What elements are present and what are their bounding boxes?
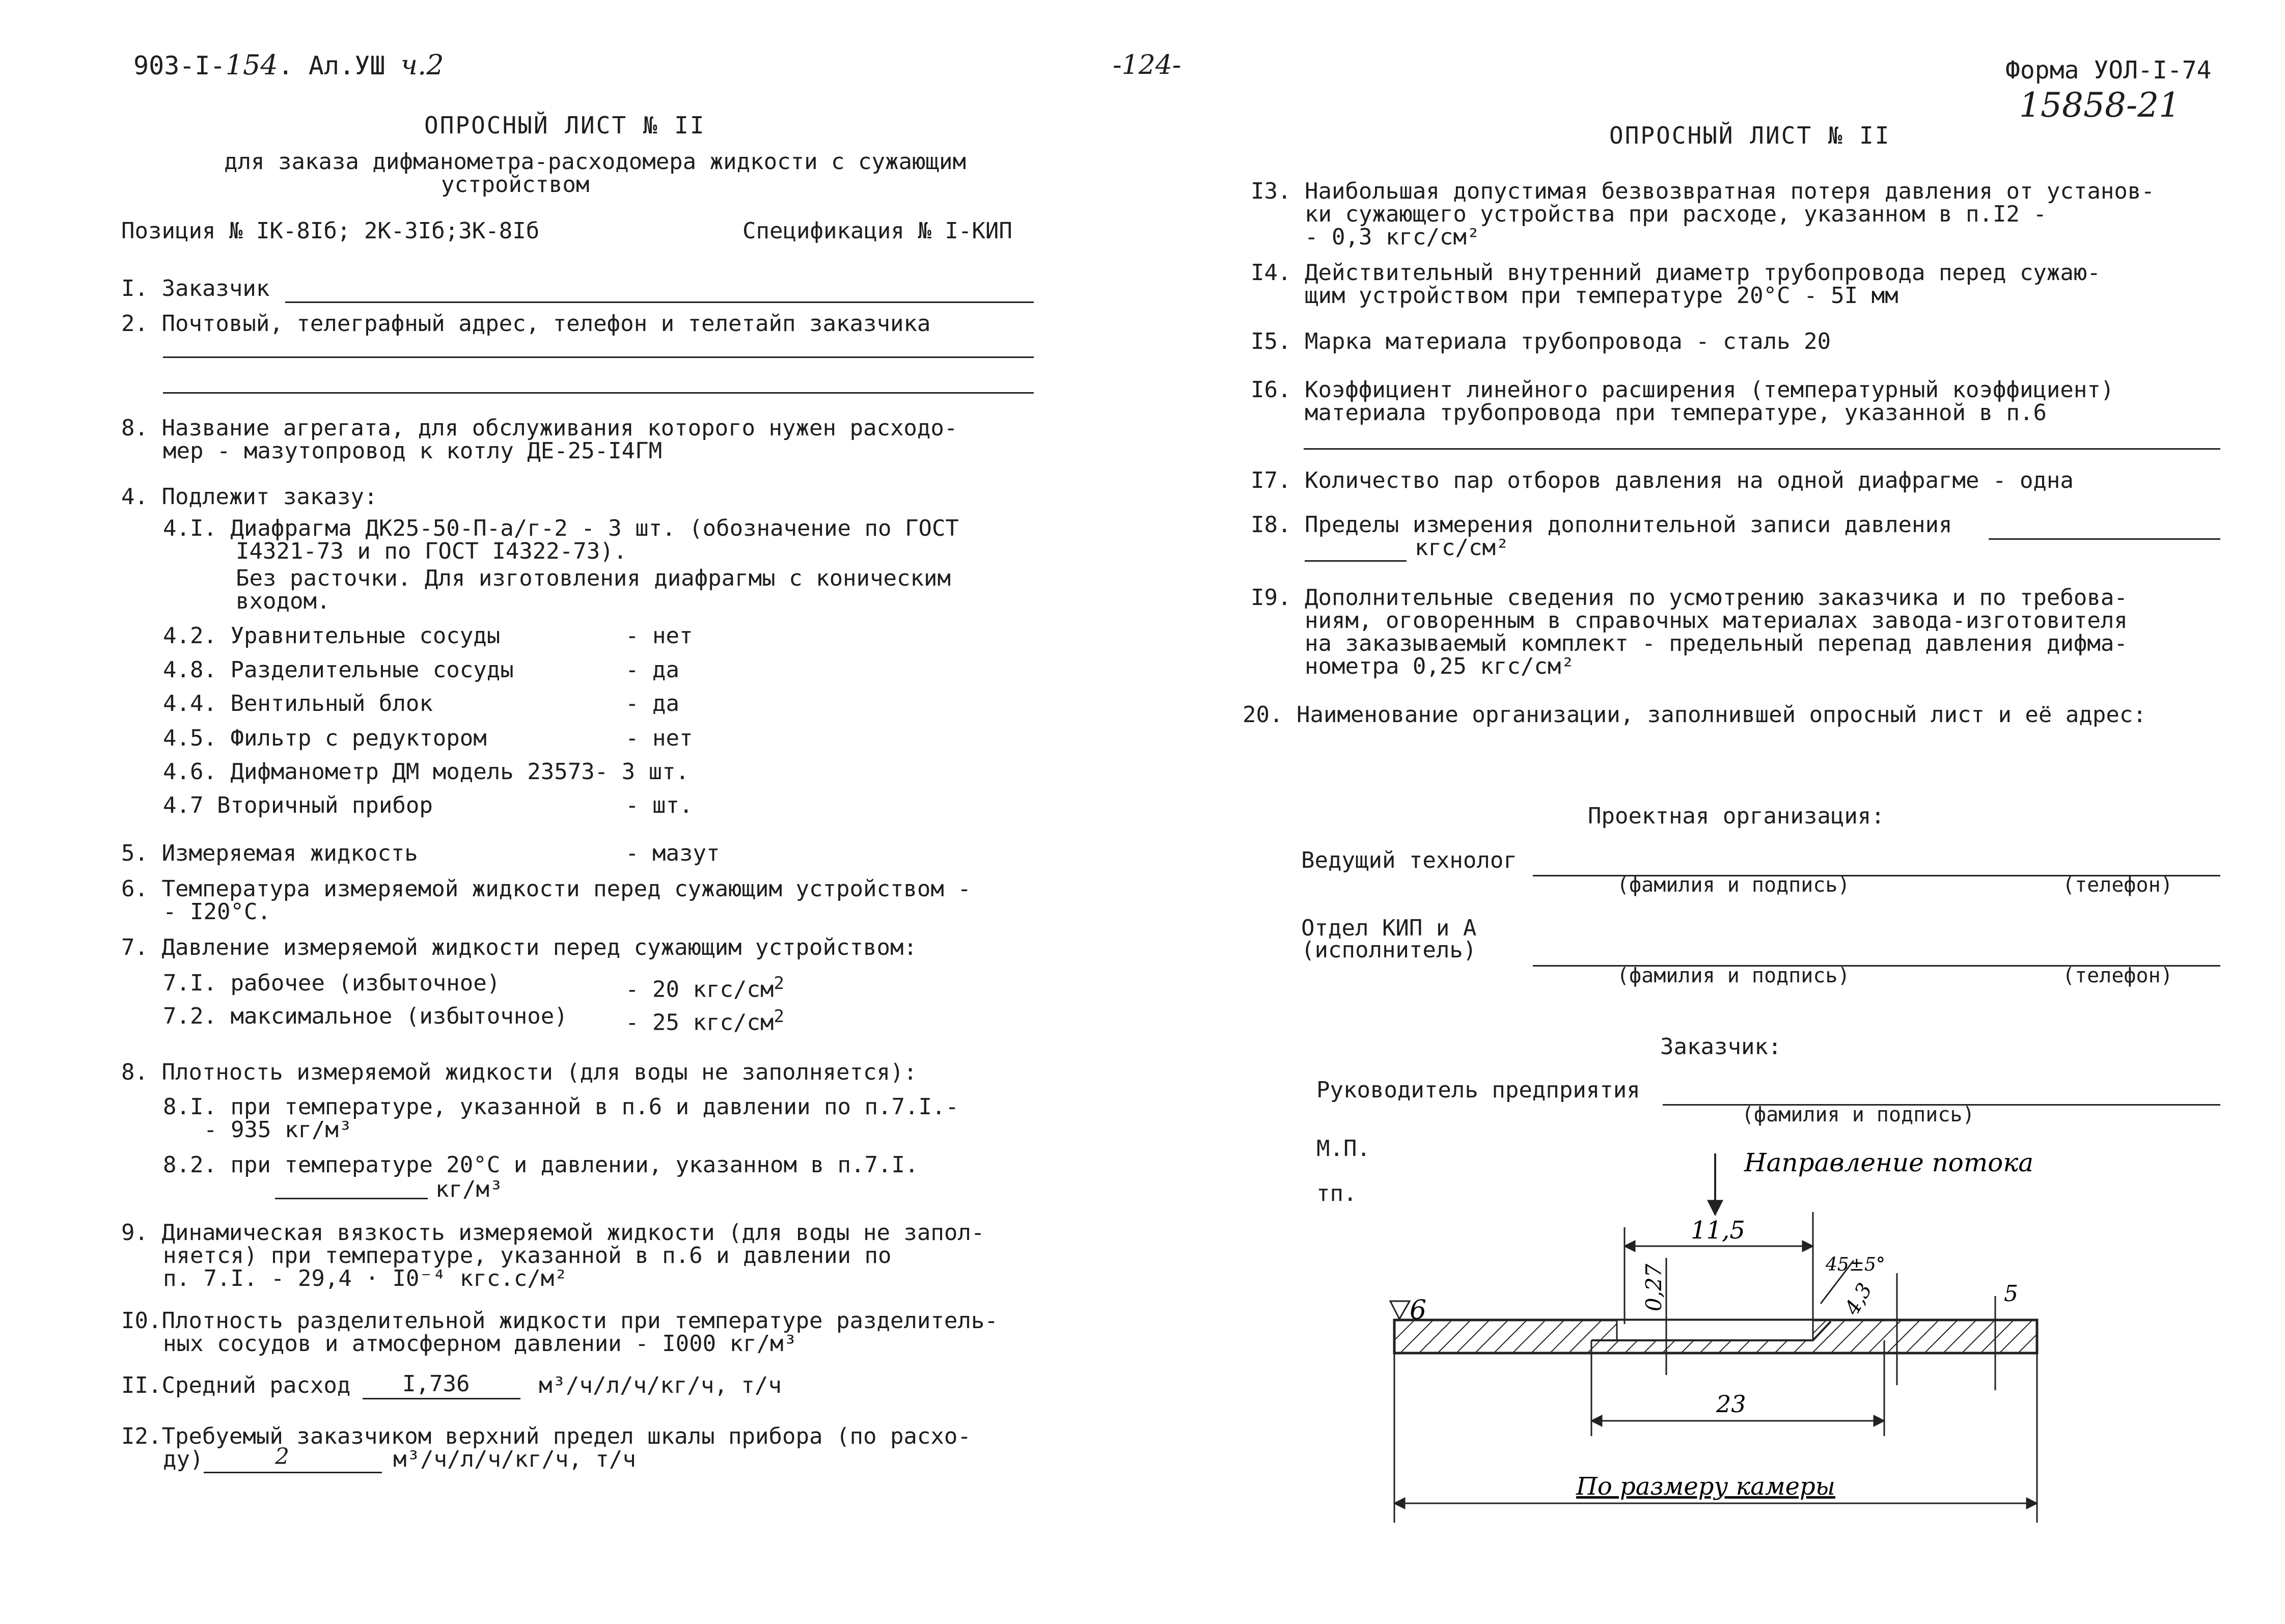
item-4-4-label: 4.4. Вентильный блок <box>163 691 433 717</box>
item-12-units: м³/ч/л/ч/кг/ч, т/ч <box>393 1446 636 1472</box>
item-7-1-label: 7.I. рабочее (избыточное) <box>163 970 501 996</box>
item-12-line2-label: ду) <box>163 1446 204 1472</box>
item-2-address: 2. Почтовый, телеграфный адрес, телефон и телетайп заказчика <box>121 311 931 337</box>
item-14-line2: щим устройством при температуре 20°С - 5I мм <box>1305 283 1898 309</box>
item-4-2-label: 4.2. Уравнительные сосуды <box>163 623 501 649</box>
customer-heading: Заказчик: <box>1660 1034 1782 1060</box>
enterprise-head-label: Руководитель предприятия <box>1316 1077 1640 1103</box>
item-4-5-label: 4.5. Фильтр с редуктором <box>163 725 487 751</box>
stamp-place-label: М.П. <box>1316 1136 1370 1162</box>
item-8-2-line2: кг/м³ <box>435 1176 503 1202</box>
item-20: 20. Наименование организации, заполнившей опросный лист и её адрес: <box>1243 702 2146 728</box>
item-1-customer: I. Заказчик <box>121 276 270 301</box>
item-4-1-line4: входом. <box>236 588 331 614</box>
item-7-2-value-text: - 25 кгс/см <box>625 1009 774 1036</box>
dimension-23-label: 23 <box>1716 1390 1746 1418</box>
item-11-value: I,736 <box>402 1371 470 1397</box>
item-7-2-label: 7.2. максимальное (избыточное) <box>163 1003 568 1029</box>
item-16-line1: I6. Коэффициент линейного расширения (температурный коэффициент) <box>1251 377 2114 403</box>
lead-technologist-label: Ведущий технолог <box>1301 847 1517 873</box>
item-4-6-label: 4.6. Дифманометр ДМ модель 23573- 3 шт. <box>163 759 690 785</box>
item-4-1-line1: 4.I. Диафрагма ДК25-50-П-а/г-2 - 3 шт. (обозначение по ГОСТ <box>163 515 959 541</box>
item-4-7-value: - шт. <box>625 792 693 818</box>
roughness-value: 6 <box>1410 1295 1427 1326</box>
orifice-opening <box>1617 1320 1813 1340</box>
design-organization-heading: Проектная организация: <box>1588 803 1885 829</box>
item-8-1-line2: - 935 кг/м³ <box>204 1117 352 1143</box>
item-14-line1: I4. Действительный внутренний диаметр трубопровода перед сужаю- <box>1251 260 2101 286</box>
item-4-3-label: 4.8. Разделительные сосуды <box>163 657 514 683</box>
item-4-3-value: - да <box>625 657 679 683</box>
kip-department-line1: Отдел КИП и А <box>1301 915 1477 941</box>
item-8-1-line1: 8.I. при температуре, указанной в п.6 и давлении по п.7.I.- <box>163 1094 959 1120</box>
item-11-units: м³/ч/л/ч/кг/ч, т/ч <box>539 1372 782 1398</box>
item-9-line1: 9. Динамическая вязкость измеряемой жидкости (для воды не запол- <box>121 1220 985 1246</box>
item-16-line2: материала трубопровода при температуре, указанной в п.6 <box>1305 400 2047 426</box>
item-13-line2: ки сужающего устройства при расходе, указанном в п.I2 - <box>1305 201 2047 227</box>
lead-technologist-phone-caption: (телефон) <box>2062 873 2173 897</box>
item-19-line4: нометра 0,25 кгс/см² <box>1305 653 1575 679</box>
left-title: ОПРОСНЫЙ ЛИСТ № II <box>424 112 706 139</box>
item-19-line2: ниям, оговоренным в справочных материалах завода-изготовителя <box>1305 608 2128 634</box>
item-18-line2: кгс/см² <box>1415 535 1509 561</box>
dimension-11-5-label: 11,5 <box>1691 1216 1745 1245</box>
item-19-line3: на заказываемый комплект - предельный перепад давления дифма- <box>1305 630 2128 656</box>
item-7-2-superscript: 2 <box>774 1006 784 1027</box>
left-subtitle-line2: устройством <box>441 172 590 198</box>
roughness-symbol-icon <box>1390 1301 1410 1319</box>
item-7-1-value-text: - 20 кгс/см <box>625 976 774 1003</box>
chamber-note: По размеру камеры <box>1576 1472 1835 1501</box>
form-number-handwritten: 15858-21 <box>2019 86 2181 125</box>
item-8-2-line1: 8.2. при температуре 20°С и давлении, указанном в п.7.I. <box>163 1152 919 1178</box>
item-7-heading: 7. Давление измеряемой жидкости перед сужающим устройством: <box>121 934 917 960</box>
item-9-line2: няется) при температуре, указанной в п.6 и давлении по <box>163 1243 892 1269</box>
item-3-line1: 8. Название агрегата, для обслуживания которого нужен расходо- <box>121 415 958 441</box>
page-number: -124- <box>1113 50 1181 80</box>
item-12-value: 2 <box>275 1444 289 1470</box>
item-19-line1: I9. Дополнительные сведения по усмотрению заказчика и по требова- <box>1251 585 2128 611</box>
dimension-4-3-label: 4,3 <box>1840 1279 1877 1319</box>
item-4-1-line2: I4321-73 и по ГОСТ I4322-73). <box>236 538 627 564</box>
tp-label: тп. <box>1316 1180 1357 1206</box>
left-subtitle-line1: для заказа дифманометра-расходомера жидкости с сужающим <box>224 149 966 175</box>
item-13-line3: - 0,3 кгс/см² <box>1305 224 1480 250</box>
item-17: I7. Количество пар отборов давления на одной диафрагме - одна <box>1251 467 2074 493</box>
item-4-heading: 4. Подлежит заказу: <box>121 484 378 510</box>
item-9-line3: п. 7.I. - 29,4 · I0⁻⁴ кгс.с/м² <box>163 1265 568 1291</box>
item-8-heading: 8. Плотность измеряемой жидкости (для воды не заполняется): <box>121 1059 917 1085</box>
item-4-4-value: - да <box>625 691 679 717</box>
document-code-handwritten: 154 <box>225 49 278 81</box>
position-text: Позиция № IК-8Iб; 2К-3Iб;3К-8Iб <box>121 218 540 244</box>
item-18-line1: I8. Пределы измерения дополнительной записи давления <box>1251 512 1952 538</box>
item-7-1-superscript: 2 <box>774 973 784 994</box>
item-5-value: - мазут <box>625 840 720 866</box>
item-4-1-line3: Без расточки. Для изготовления диафрагмы с коническим <box>236 565 951 591</box>
kip-department-name-caption: (фамилия и подпись) <box>1617 964 1850 987</box>
item-15: I5. Марка материала трубопровода - сталь 20 <box>1251 328 1831 354</box>
specification-text: Спецификация № I-КИП <box>742 218 1012 244</box>
kip-department-phone-caption: (телефон) <box>2062 964 2173 987</box>
item-10-line1: I0.Плотность разделительной жидкости при температуре разделитель- <box>121 1308 998 1334</box>
document-code-printed: 903-I- <box>133 51 226 80</box>
item-4-7-label: 4.7 Вторичный прибор <box>163 792 433 818</box>
flow-direction-label: Направление потока <box>1744 1148 2034 1177</box>
album-printed: . Ал.УШ <box>278 51 386 80</box>
lead-technologist-name-caption: (фамилия и подпись) <box>1617 873 1850 897</box>
dimension-5-label: 5 <box>2004 1281 2018 1307</box>
item-3-line2: мер - мазутопровод к котлу ДЕ-25-I4ГМ <box>163 438 663 464</box>
right-title: ОПРОСНЫЙ ЛИСТ № II <box>1609 122 1891 149</box>
dimension-0-27-label: 0,27 <box>1641 1263 1666 1311</box>
item-13-line1: I3. Наибольшая допустимая безвозвратная потеря давления от установ- <box>1251 178 2155 204</box>
item-12-line1: I2.Требуемый заказчиком верхний предел шкалы прибора (по расхо- <box>121 1423 971 1449</box>
enterprise-head-name-caption: (фамилия и подпись) <box>1742 1103 1975 1126</box>
item-6-line1: 6. Температура измеряемой жидкости перед сужающим устройством - <box>121 876 971 902</box>
kip-department-line2: (исполнитель) <box>1301 937 1477 963</box>
item-5-label: 5. Измеряемая жидкость <box>121 840 418 866</box>
album-part-handwritten: ч.2 <box>400 49 444 81</box>
item-10-line2: ных сосудов и атмосферном давлении - I000 кг/м³ <box>163 1331 797 1357</box>
form-label: Форма УОЛ-I-74 <box>2005 56 2212 85</box>
item-4-2-value: - нет <box>625 623 693 649</box>
item-6-line2: - I20°С. <box>163 899 271 925</box>
item-4-5-value: - нет <box>625 725 693 751</box>
dimension-angle-label: 45±5° <box>1826 1254 1885 1275</box>
item-11-label: II.Средний расход <box>121 1372 351 1398</box>
